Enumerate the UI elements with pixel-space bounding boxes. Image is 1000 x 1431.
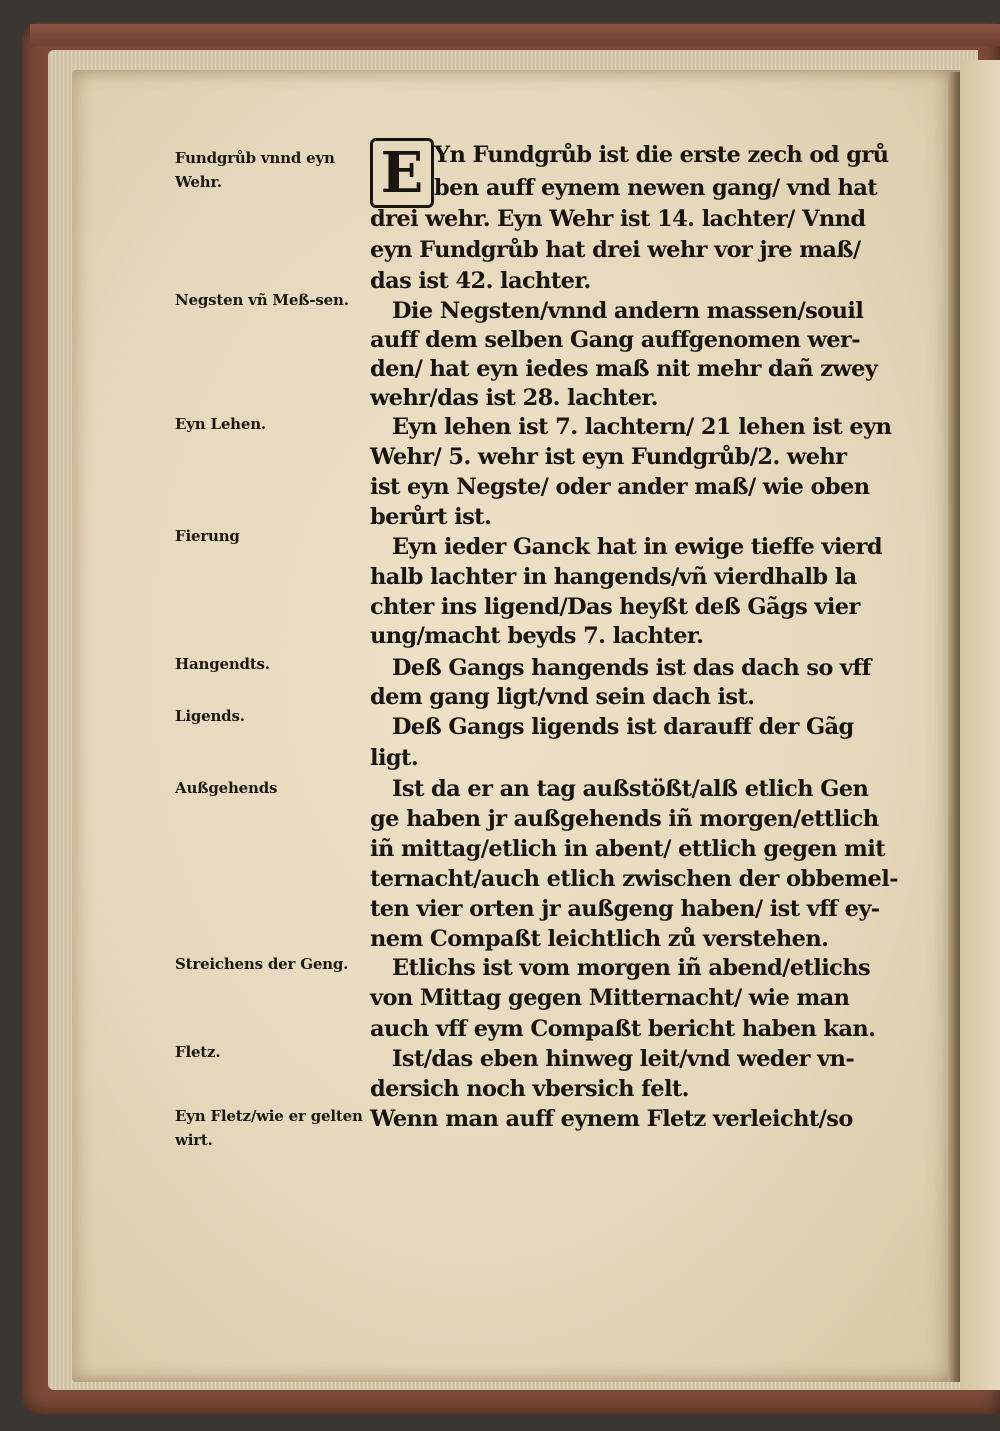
text-line: den/ hat eyn iedes maß nit mehr dañ zwey <box>370 356 878 382</box>
note-negsten: Negsten vñ Meß-sen. <box>175 291 349 309</box>
text-line: Deß Gangs ligends ist darauff der Gãg <box>392 714 854 740</box>
text-line: ist eyn Negste/ oder ander maß/ wie oben <box>370 474 870 500</box>
note-streichens: Streichens der Geng. <box>175 955 349 973</box>
text-line: Yn Fundgrůb ist die erste zech od grů <box>434 142 889 168</box>
text-line: Ist/das eben hinweg leit/vnd weder vn- <box>392 1046 855 1072</box>
text-line: wehr/das ist 28. lachter. <box>370 385 658 411</box>
text-line: eyn Fundgrůb hat drei wehr vor jre maß/ <box>370 237 861 263</box>
text-line: auch vff eym Compaßt bericht haben kan. <box>370 1016 876 1042</box>
note-ligends: Ligends. <box>175 707 245 725</box>
note-fletz: Fletz. <box>175 1043 221 1061</box>
text-line: iñ mittag/etlich in abent/ ettlich gegen mit <box>370 836 885 862</box>
note-fierung: Fierung <box>175 527 240 545</box>
note-aussgehends: Außgehends <box>175 779 278 797</box>
text-line: berůrt ist. <box>370 504 492 530</box>
text-line: dem gang ligt/vnd sein dach ist. <box>370 684 755 710</box>
text-line: das ist 42. lachter. <box>370 268 591 294</box>
text-line: Die Negsten/vnnd andern massen/souil <box>392 298 864 324</box>
text-line: halb lachter in hangends/vñ vierdhalb la <box>370 564 857 590</box>
decorated-initial: E <box>370 138 434 208</box>
note-hangendts: Hangendts. <box>175 655 270 673</box>
book-cover-top-edge <box>30 24 1000 46</box>
text-line: ung/macht beyds 7. lachter. <box>370 623 704 649</box>
text-line: Wehr/ 5. wehr ist eyn Fundgrůb/2. wehr <box>370 444 847 470</box>
text-line: Etlichs ist vom morgen iñ abend/etlichs <box>392 955 871 981</box>
text-line: chter ins ligend/Das heyßt deß Gãgs vier <box>370 594 860 620</box>
text-line: ligt. <box>370 745 419 771</box>
facing-page-edge <box>960 60 1000 1390</box>
text-line: von Mittag gegen Mitternacht/ wie man <box>370 985 850 1011</box>
text-line: ben auff eynem newen gang/ vnd hat <box>434 175 878 201</box>
note-fletz-gelten: Eyn Fletz/wie er gelten wirt. <box>175 1107 363 1149</box>
text-line: drei wehr. Eyn Wehr ist 14. lachter/ Vnnd <box>370 206 866 232</box>
text-line: Deß Gangs hangends ist das dach so vff <box>392 655 871 681</box>
note-fundgrub: Fundgrůb vnnd eyn Wehr. <box>175 149 335 191</box>
text-line: ten vier orten jr außgeng haben/ ist vff ey- <box>370 896 880 922</box>
text-line: nem Compaßt leichtlich zů verstehen. <box>370 926 829 952</box>
note-lehen: Eyn Lehen. <box>175 415 266 433</box>
text-line: Wenn man auff eynem Fletz verleicht/so <box>370 1106 853 1132</box>
text-line: ge haben jr außgehends iñ morgen/ettlich <box>370 806 879 832</box>
text-line: ternacht/auch etlich zwischen der obbemel- <box>370 866 898 892</box>
text-line: Eyn lehen ist 7. lachtern/ 21 lehen ist eyn <box>392 414 892 440</box>
text-line: dersich noch vbersich felt. <box>370 1076 689 1102</box>
text-line: Eyn ieder Ganck hat in ewige tieffe vierd <box>392 534 882 560</box>
text-line: auff dem selben Gang auffgenomen wer- <box>370 327 861 353</box>
text-line: Ist da er an tag außstößt/alß etlich Gen <box>392 776 869 802</box>
